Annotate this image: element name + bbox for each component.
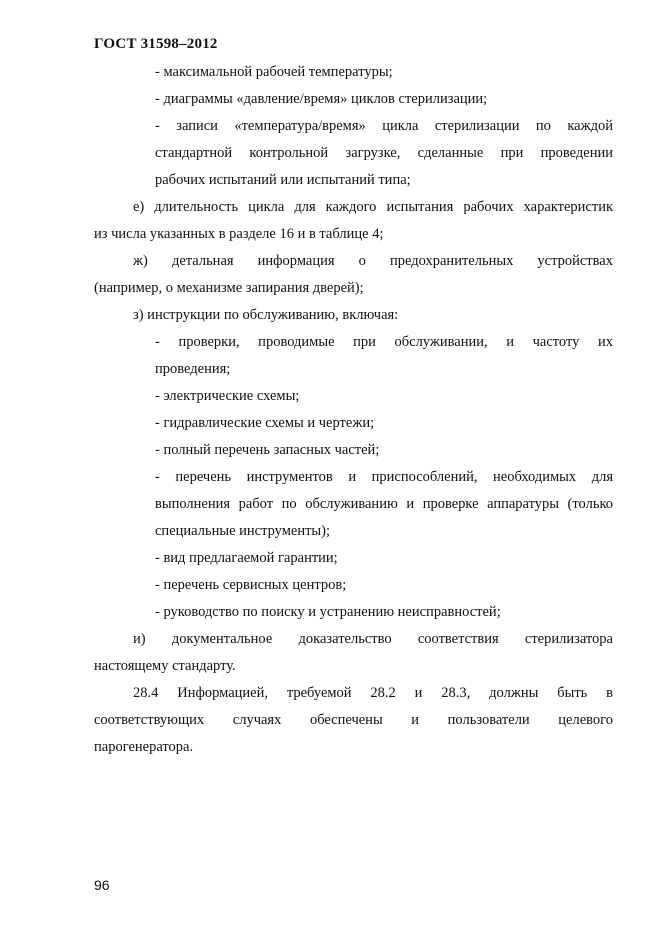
document-header: ГОСТ 31598–2012 — [94, 36, 218, 52]
text-line: соответствующих случаях обеспечены и пользователи целевого — [94, 712, 613, 728]
text-line: специальные инструменты); — [155, 523, 331, 539]
text-line: - максимальной рабочей температуры; — [155, 64, 393, 80]
text-line: проведения; — [155, 361, 231, 377]
text-line: - перечень сервисных центров; — [155, 577, 347, 593]
page-number: 96 — [94, 877, 110, 893]
text-line: из числа указанных в разделе 16 и в таблице 4; — [94, 226, 384, 242]
text-line: (например, о механизме запирания дверей); — [94, 280, 364, 296]
text-line: - вид предлагаемой гарантии; — [155, 550, 338, 566]
text-line: - полный перечень запасных частей; — [155, 442, 380, 458]
text-line: - записи «температура/время» цикла стерилизации по каждой — [155, 118, 613, 134]
text-line: 28.4 Информацией, требуемой 28.2 и 28.3, должны быть в — [133, 685, 613, 701]
text-line: е) длительность цикла для каждого испытания рабочих характеристик — [133, 199, 613, 215]
text-line: - гидравлические схемы и чертежи; — [155, 415, 375, 431]
text-line: з) инструкции по обслуживанию, включая: — [133, 307, 399, 323]
text-line: ж) детальная информация о предохранительных устройствах — [133, 253, 613, 269]
text-line: - руководство по поиску и устранению неисправностей; — [155, 604, 501, 620]
text-line: - перечень инструментов и приспособлений, необходимых для — [155, 469, 613, 485]
text-line: - диаграммы «давление/время» циклов стерилизации; — [155, 91, 488, 107]
text-line: парогенератора. — [94, 739, 194, 755]
text-line: - электрические схемы; — [155, 388, 300, 404]
text-line: настоящему стандарту. — [94, 658, 236, 674]
text-line: - проверки, проводимые при обслуживании, и частоту их — [155, 334, 613, 350]
text-line: рабочих испытаний или испытаний типа; — [155, 172, 411, 188]
text-line: выполнения работ по обслуживанию и проверке аппаратуры (только — [155, 496, 613, 512]
text-line: стандартной контрольной загрузке, сделанные при проведении — [155, 145, 613, 161]
text-line: и) документальное доказательство соответствия стерилизатора — [133, 631, 613, 647]
